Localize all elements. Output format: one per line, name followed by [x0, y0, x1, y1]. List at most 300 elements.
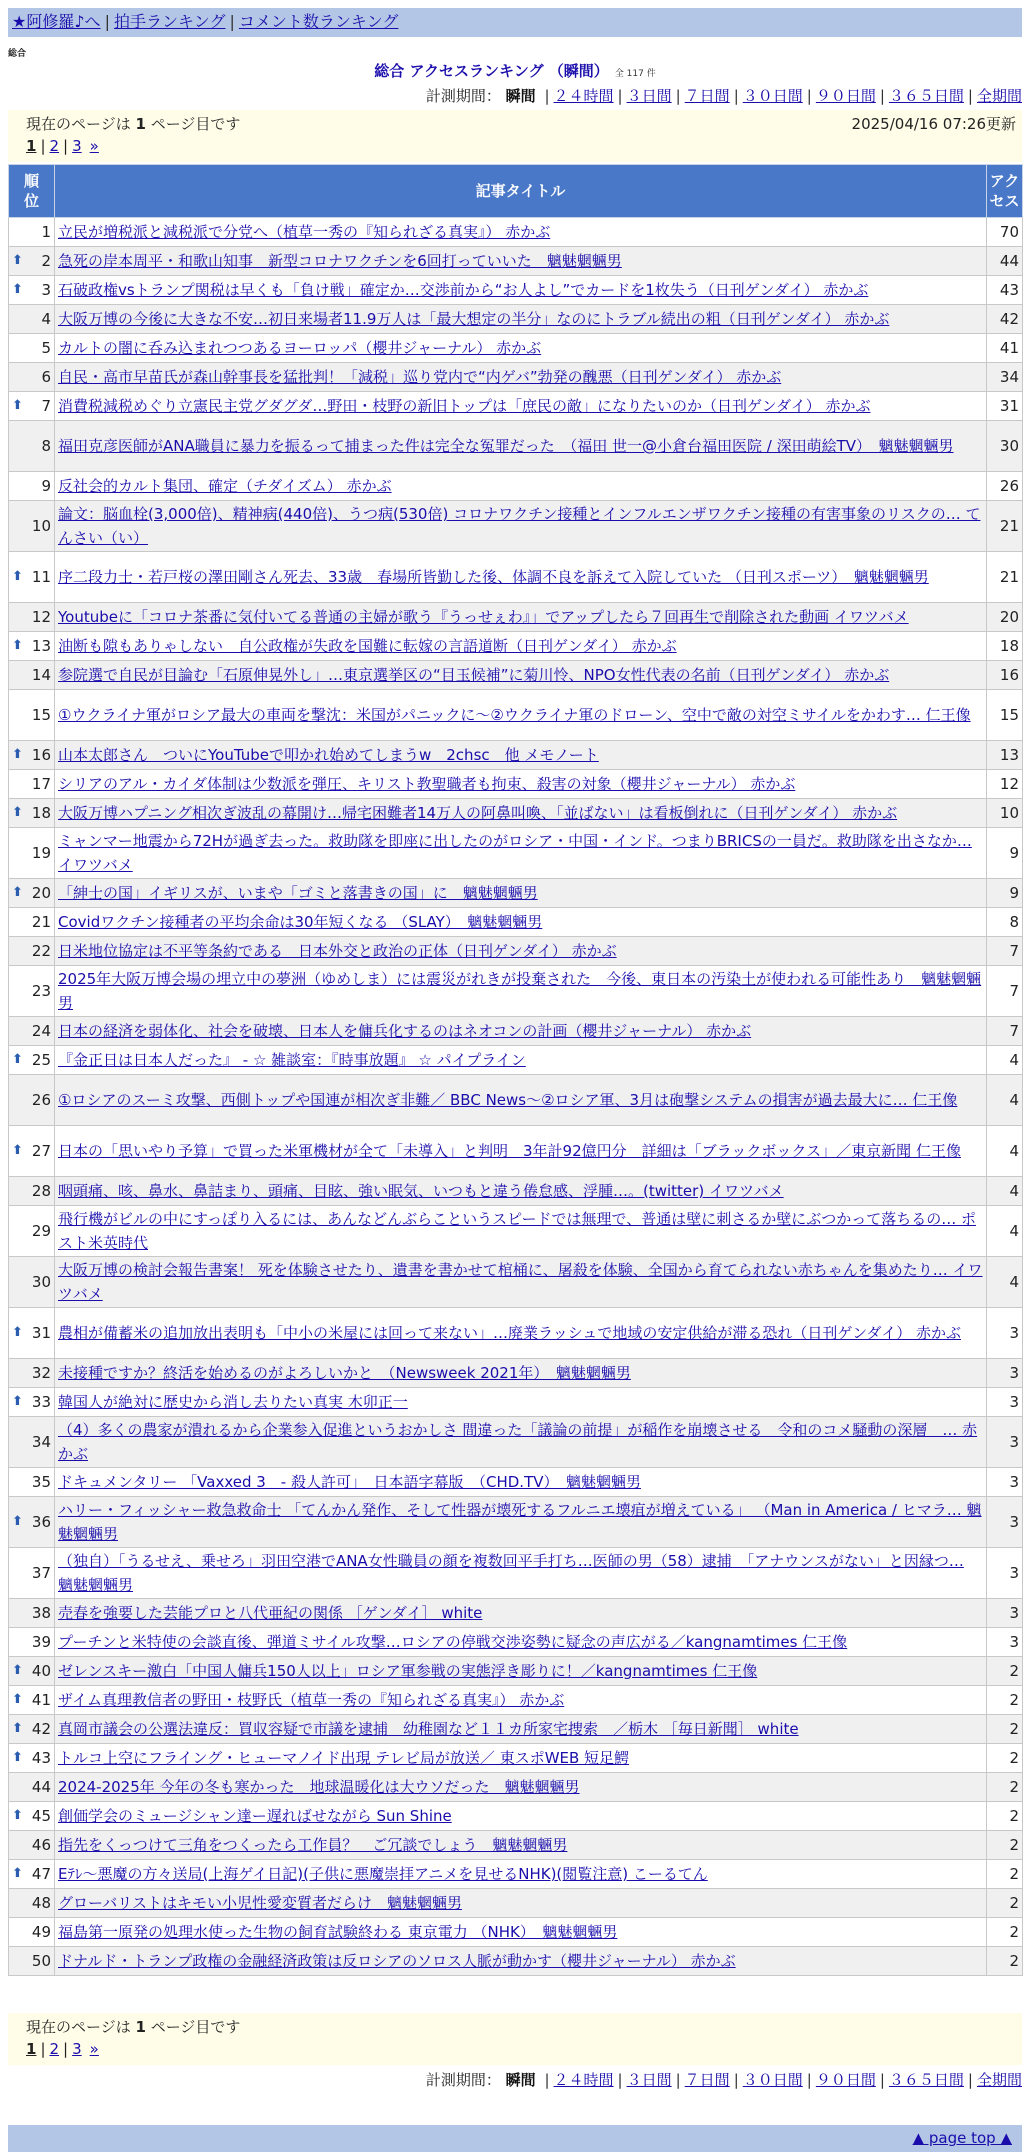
access-count: 12 — [987, 770, 1023, 799]
article-link[interactable]: 日本の経済を弱体化、社会を破壊、日本人を傭兵化するのはネオコンの計画（櫻井ジャーナル） 赤かぶ — [58, 1022, 752, 1040]
period-link-2[interactable]: ７日間 — [684, 87, 730, 105]
rank-up-arrow-icon: ⬆ — [12, 1808, 23, 1823]
access-count: 4 — [987, 1177, 1023, 1206]
title-cell — [55, 501, 987, 552]
table-row — [9, 966, 1023, 1017]
table-row — [9, 363, 1023, 392]
pager-current: 1 — [26, 137, 37, 155]
article-link[interactable]: ドナルド・トランプ政権の金融経済政策は反ロシアのソロス人脈が動かす（櫻井ジャーナル） 赤かぶ — [58, 1952, 736, 1970]
rank-number: 36 — [31, 1513, 51, 1531]
period-separator: | — [806, 87, 812, 105]
title-cell — [55, 879, 987, 908]
period-separator: | — [733, 2071, 739, 2089]
title-cell — [55, 1831, 987, 1860]
pager-link-3[interactable]: 3 — [72, 137, 82, 155]
rank-cell — [9, 1017, 55, 1046]
article-link[interactable]: Covidワクチン接種者の平均余命は30年短くなる （SLAY） 魑魅魍魎男 — [58, 913, 543, 931]
period-separator: | — [617, 87, 623, 105]
article-link[interactable]: 指先をくっつけて三角をつくったら工作員？ ご冗談でしょう 魑魅魍魎男 — [58, 1836, 568, 1854]
title-cell — [55, 276, 987, 305]
rank-cell — [9, 1497, 55, 1548]
article-link[interactable]: ザイム真理教信者の野田・枝野氏（植草一秀の『知られざる真実』） 赤かぶ — [58, 1691, 565, 1709]
period-link-6[interactable]: 全期間 — [976, 2071, 1022, 2089]
rank-cell — [9, 1417, 55, 1468]
article-link[interactable]: 福田克彦医師がANA職員に暴力を振るって捕まった件は完全な冤罪だった （福田 世一@小倉台福田医院 / 深田萌絵TV） 魑魅魍魎男 — [58, 437, 954, 455]
period-current: 瞬間 — [505, 87, 536, 105]
article-link[interactable]: 飛行機がビルの中にすっぽり入るには、あんなどんぶらこというスピードでは無理で、普通は壁に刺さるか壁にぶつかって落ちるの… ポスト米英時代 — [58, 1210, 976, 1252]
access-count: 3 — [987, 1468, 1023, 1497]
title-cell — [55, 908, 987, 937]
article-link[interactable]: 『金正日は日本人だった』 - ☆ 雑談室：『時事放題』 ☆ パイプライン — [58, 1051, 526, 1069]
rank-number: 1 — [41, 223, 51, 241]
access-count: 13 — [987, 741, 1023, 770]
rank-cell — [9, 632, 55, 661]
rank-number: 49 — [31, 1923, 51, 1941]
access-count: 4 — [987, 1046, 1023, 1075]
article-link[interactable]: （独自）「うるせえ、乗せろ」羽田空港でANA女性職員の顔を複数回平手打ち…医師の男（58）逮捕 「アナウンスがない」と因縁つ… 魑魅魍魎男 — [58, 1552, 964, 1594]
access-count: 2 — [987, 1918, 1023, 1947]
rank-number: 3 — [41, 281, 51, 299]
access-count: 3 — [987, 1308, 1023, 1359]
period-link-0[interactable]: ２４時間 — [553, 2071, 614, 2089]
article-link[interactable]: 咽頭痛、咳、鼻水、鼻詰まり、頭痛、目眩、強い眠気、いつもと違う倦怠感、浮腫…。(twitter) イワツバメ — [58, 1182, 784, 1200]
title-cell — [55, 1715, 987, 1744]
rank-cell — [9, 1715, 55, 1744]
rank-up-arrow-icon: ⬆ — [12, 1052, 23, 1067]
comment-ranking-link[interactable]: コメント数ランキング — [238, 12, 399, 31]
rank-number: 22 — [31, 942, 51, 960]
pagination-top — [26, 135, 1004, 157]
rank-cell — [9, 1802, 55, 1831]
title-cell — [55, 247, 987, 276]
rank-cell — [9, 741, 55, 770]
title-cell — [55, 937, 987, 966]
article-link[interactable]: 真岡市議会の公選法違反：買収容疑で市議を逮捕 幼稚園など１１カ所家宅捜索 ／栃木 ［毎日新聞］ white — [58, 1720, 799, 1738]
article-link[interactable]: 急死の岸本周平・和歌山知事 新型コロナワクチンを6回打っていいた 魑魅魍魎男 — [58, 252, 622, 270]
access-count: 3 — [987, 1359, 1023, 1388]
rank-cell — [9, 1744, 55, 1773]
rank-number: 30 — [31, 1273, 51, 1291]
table-row — [9, 305, 1023, 334]
table-row — [9, 908, 1023, 937]
table-row — [9, 1860, 1023, 1889]
table-row — [9, 603, 1023, 632]
table-row — [9, 1802, 1023, 1831]
pager-link-2[interactable]: 2 — [49, 2040, 60, 2058]
rank-number: 33 — [31, 1393, 51, 1411]
period-selector-bottom — [426, 2070, 1022, 2090]
article-link[interactable]: 序二段力士・若戸桜の澤田剛さん死去、33歳 春場所皆勤した後、体調不良を訴えて入院していた （日刊スポーツ） 魑魅魍魎男 — [58, 568, 929, 586]
period-link-1[interactable]: ３日間 — [626, 2071, 672, 2089]
table-row — [9, 1417, 1023, 1468]
table-row — [9, 1497, 1023, 1548]
pager-next[interactable]: » — [89, 2040, 99, 2058]
rank-up-arrow-icon: ⬆ — [12, 1692, 23, 1707]
title-cell — [55, 1359, 987, 1388]
clap-ranking-link[interactable]: 拍手ランキング — [113, 12, 226, 31]
article-link[interactable]: 日本の「思いやり予算」で買った米軍機材が全て「未導入」と判明 3年計92億円分 詳細は「ブラックボックス」／東京新聞 仁王像 — [58, 1142, 961, 1160]
period-link-3[interactable]: ３０日間 — [742, 2071, 803, 2089]
access-count: 3 — [987, 1388, 1023, 1417]
pager-link-2[interactable]: 2 — [49, 137, 60, 155]
rank-cell — [9, 799, 55, 828]
access-count: 21 — [987, 501, 1023, 552]
rank-up-arrow-icon: ⬆ — [12, 885, 23, 900]
title-cell — [55, 1497, 987, 1548]
ranking-table — [8, 164, 1023, 1976]
access-count: 26 — [987, 472, 1023, 501]
period-separator: | — [544, 2071, 550, 2089]
period-label: 計測期間： — [425, 2071, 501, 2089]
rank-cell — [9, 937, 55, 966]
rank-number: 29 — [31, 1222, 51, 1240]
article-link[interactable]: 大阪万博の今後に大きな不安…初日来場者11.9万人は「最大想定の半分」なのにトラブル続出の粗（日刊ゲンダイ） 赤かぶ — [58, 310, 890, 328]
pager-link-3[interactable]: 3 — [72, 2040, 82, 2058]
title-cell — [55, 770, 987, 799]
page-title-text: 総合 アクセスランキング （瞬間） — [374, 62, 609, 80]
period-link-4[interactable]: ９０日間 — [815, 87, 876, 105]
access-count: 2 — [987, 1831, 1023, 1860]
pager-separator: | — [40, 137, 46, 155]
access-count: 4 — [987, 1206, 1023, 1257]
access-count: 7 — [987, 966, 1023, 1017]
rank-number: 39 — [31, 1633, 51, 1651]
access-count: 7 — [987, 1017, 1023, 1046]
header-count: アクセス — [987, 165, 1023, 218]
article-link[interactable]: 農相が備蓄米の追加放出表明も「中小の米屋には回って来ない」…廃業ラッシュで地域の安定供給が滞る恐れ（日刊ゲンダイ） 赤かぶ — [58, 1324, 961, 1342]
article-link[interactable]: 「紳士の国」イギリスが、いまや「ゴミと落書きの国」に 魑魅魍魎男 — [58, 884, 538, 902]
rank-number: 35 — [31, 1473, 51, 1491]
article-link[interactable]: 論文：脳血栓(3,000倍)、精神病(440倍)、うつ病(530倍) コロナワクチン接種とインフルエンザワクチン接種の有害事象のリスクの… てんさい（い） — [58, 505, 981, 547]
rank-cell — [9, 1686, 55, 1715]
access-count: 30 — [987, 421, 1023, 472]
article-link[interactable]: 2024-2025年 今年の冬も寒かった 地球温暖化は大ウソだった 魑魅魍魎男 — [58, 1778, 580, 1796]
access-count: 4 — [987, 1126, 1023, 1177]
title-cell — [55, 1388, 987, 1417]
article-link[interactable]: ドキュメンタリー 「Vaxxed 3 - 殺人許可」 日本語字幕版 （CHD.TV） 魑魅魍魎男 — [58, 1473, 641, 1491]
title-cell — [55, 305, 987, 334]
table-row — [9, 937, 1023, 966]
article-link[interactable]: ハリー・フィッシャー救急救命士 「てんかん発作、そして性器が壊死するフルニエ壊疽が増えている」 （Man in America / ヒマラ… 魑魅魍魎男 — [58, 1501, 982, 1543]
table-row — [9, 552, 1023, 603]
table-header-row — [9, 165, 1023, 218]
rank-cell — [9, 305, 55, 334]
access-count: 3 — [987, 1417, 1023, 1468]
updated-timestamp: 2025/04/16 07:26更新 — [851, 115, 1016, 133]
access-count: 18 — [987, 632, 1023, 661]
rank-number: 26 — [31, 1091, 51, 1109]
breadcrumb: 総合 — [8, 49, 27, 59]
article-link[interactable]: 山本太郎さん ついにYouTubeで叩かれ始めてしまうw 2chsc 他 メモノート — [58, 746, 599, 764]
rank-number: 17 — [31, 775, 51, 793]
table-row — [9, 276, 1023, 305]
title-cell — [55, 1257, 987, 1308]
title-cell — [55, 472, 987, 501]
rank-number: 41 — [31, 1691, 51, 1709]
period-link-0[interactable]: ２４時間 — [553, 87, 614, 105]
rank-number: 8 — [41, 437, 51, 455]
article-link[interactable]: シリアのアル・カイダ体制は少数派を弾圧、キリスト教聖職者も拘束、殺害の対象（櫻井ジャーナル） 赤かぶ — [58, 775, 796, 793]
table-row — [9, 690, 1023, 741]
article-link[interactable]: ゼレンスキー激白「中国人傭兵150人以上」ロシア軍参戦の実態浮き彫りに！／kangnamtimes 仁王像 — [58, 1662, 758, 1680]
rank-number: 47 — [31, 1865, 51, 1883]
rank-cell — [9, 392, 55, 421]
period-link-5[interactable]: ３６５日間 — [888, 2071, 964, 2089]
article-link[interactable]: 売春を強要した芸能プロと八代亜紀の関係 ［ゲンダイ］ white — [58, 1604, 483, 1622]
title-cell — [55, 1918, 987, 1947]
rank-cell — [9, 501, 55, 552]
rank-number: 31 — [31, 1324, 51, 1342]
period-separator: | — [806, 2071, 812, 2089]
rank-up-arrow-icon: ⬆ — [12, 282, 23, 297]
article-link[interactable]: 大阪万博ハプニング相次ぎ波乱の幕開け…帰宅困難者14万人の阿鼻叫喚、「並ばない」は看板倒れに（日刊ゲンダイ） 赤かぶ — [58, 804, 898, 822]
article-link[interactable]: （4）多くの農家が潰れるから企業参入促進というおかしさ 間違った「議論の前提」が稲作を崩壊させる 令和のコメ騒動の深層 … 赤かぶ — [58, 1421, 978, 1463]
title-cell — [55, 1889, 987, 1918]
table-row — [9, 1075, 1023, 1126]
table-row — [9, 1628, 1023, 1657]
rank-number: 23 — [31, 982, 51, 1000]
article-link[interactable]: 日米地位協定は不平等条約である 日本外交と政治の正体（日刊ゲンダイ） 赤かぶ — [58, 942, 617, 960]
nav-separator: | — [104, 12, 110, 31]
table-row — [9, 472, 1023, 501]
period-link-1[interactable]: ３日間 — [626, 87, 672, 105]
page-info-number: 1 — [135, 115, 146, 133]
access-count: 10 — [987, 799, 1023, 828]
title-cell — [55, 421, 987, 472]
access-count: 42 — [987, 305, 1023, 334]
period-current: 瞬間 — [505, 2071, 536, 2089]
rank-cell — [9, 661, 55, 690]
article-link[interactable]: 自民・高市早苗氏が森山幹事長を猛批判！「減税」巡り党内で“内ゲバ”勃発の醜悪（日刊ゲンダイ） 赤かぶ — [58, 368, 782, 386]
title-cell — [55, 1744, 987, 1773]
rank-cell — [9, 1831, 55, 1860]
table-row — [9, 879, 1023, 908]
period-separator: | — [879, 87, 885, 105]
page-top-link[interactable]: ▲ page top ▲ — [912, 2129, 1012, 2147]
access-count: 4 — [987, 1075, 1023, 1126]
article-link[interactable]: グローバリストはキモい小児性愛変質者だらけ 魑魅魍魎男 — [58, 1894, 462, 1912]
access-count: 2 — [987, 1947, 1023, 1976]
rank-cell — [9, 1126, 55, 1177]
table-row — [9, 799, 1023, 828]
title-cell — [55, 218, 987, 247]
table-row — [9, 1206, 1023, 1257]
table-row — [9, 1177, 1023, 1206]
rank-cell — [9, 1177, 55, 1206]
rank-up-arrow-icon: ⬆ — [12, 1143, 23, 1158]
rank-up-arrow-icon: ⬆ — [12, 253, 23, 268]
rank-number: 27 — [31, 1142, 51, 1160]
page-title — [0, 60, 1030, 81]
table-row — [9, 1388, 1023, 1417]
pagination-bottom — [26, 2038, 1004, 2060]
rank-up-arrow-icon: ⬆ — [12, 1514, 23, 1529]
table-row — [9, 1918, 1023, 1947]
title-cell — [55, 966, 987, 1017]
table-row — [9, 218, 1023, 247]
period-link-6[interactable]: 全期間 — [976, 87, 1022, 105]
rank-cell — [9, 770, 55, 799]
table-row — [9, 632, 1023, 661]
table-row — [9, 770, 1023, 799]
rank-cell — [9, 1657, 55, 1686]
rank-cell — [9, 966, 55, 1017]
article-link[interactable]: 石破政権vsトランプ関税は早くも「負け戦」確定か…交渉前から“お人よし”でカードを1枚失う（日刊ゲンダイ） 赤かぶ — [58, 281, 869, 299]
access-count: 7 — [987, 937, 1023, 966]
rank-number: 24 — [31, 1022, 51, 1040]
pager-current: 1 — [26, 2040, 37, 2058]
access-count: 31 — [987, 392, 1023, 421]
rank-up-arrow-icon: ⬆ — [12, 638, 23, 653]
rank-number: 42 — [31, 1720, 51, 1738]
rank-cell — [9, 1206, 55, 1257]
rank-number: 2 — [41, 252, 51, 270]
table-row — [9, 661, 1023, 690]
rank-cell — [9, 1889, 55, 1918]
access-count: 2 — [987, 1686, 1023, 1715]
rank-cell — [9, 908, 55, 937]
table-row — [9, 1889, 1023, 1918]
rank-number: 45 — [31, 1807, 51, 1825]
article-link[interactable]: 韓国人が絶対に歴史から消し去りたい真実 木卯正一 — [58, 1393, 408, 1411]
rank-cell — [9, 1359, 55, 1388]
period-link-2[interactable]: ７日間 — [684, 2071, 730, 2089]
title-cell — [55, 799, 987, 828]
article-link[interactable]: 2025年大阪万博会場の埋立中の夢洲（ゆめしま）には震災がれきが投棄された 今後、東日本の汚染土が使われる可能性あり 魑魅魍魎男 — [58, 970, 982, 1012]
article-link[interactable]: プーチンと米特使の会談直後、弾道ミサイル攻撃…ロシアの停戦交渉姿勢に疑念の声広がる／kangnamtimes 仁王像 — [58, 1633, 848, 1651]
rank-number: 14 — [31, 666, 51, 684]
article-link[interactable]: 油断も隙もありゃしない 自公政権が失政を国難に転嫁の言語道断（日刊ゲンダイ） 赤かぶ — [58, 637, 677, 655]
total-count: 全 117 件 — [614, 69, 656, 79]
page-info-prefix: 現在のページは — [26, 115, 131, 133]
period-link-4[interactable]: ９０日間 — [815, 2071, 876, 2089]
article-link[interactable]: 参院選で自民が目論む「石原伸晃外し」…東京選挙区の“目玉候補”に菊川怜、NPO女性代表の名前（日刊ゲンダイ） 赤かぶ — [58, 666, 890, 684]
rank-up-arrow-icon: ⬆ — [12, 1325, 23, 1340]
rank-cell — [9, 1257, 55, 1308]
table-row — [9, 334, 1023, 363]
table-row — [9, 828, 1023, 879]
title-cell — [55, 1017, 987, 1046]
home-link[interactable]: ★阿修羅♪へ — [12, 12, 101, 31]
rank-number: 50 — [31, 1952, 51, 1970]
access-count: 2 — [987, 1657, 1023, 1686]
title-cell — [55, 1126, 987, 1177]
rank-number: 20 — [31, 884, 51, 902]
title-cell — [55, 1206, 987, 1257]
rank-up-arrow-icon: ⬆ — [12, 1394, 23, 1409]
title-cell — [55, 1628, 987, 1657]
rank-cell — [9, 603, 55, 632]
rank-number: 25 — [31, 1051, 51, 1069]
rank-up-arrow-icon: ⬆ — [12, 398, 23, 413]
article-link[interactable]: 大阪万博の検討会報告書案！ 死を体験させたり、遺書を書かせて棺桶に、屠殺を体験、全国から育てられない赤ちゃんを集めたり… イワツバメ — [58, 1261, 983, 1303]
title-cell — [55, 690, 987, 741]
period-separator: | — [675, 87, 681, 105]
page-info-top — [8, 110, 1022, 162]
table-row — [9, 1468, 1023, 1497]
article-link[interactable]: 未接種ですか？終活を始めるのがよろしいかと （Newsweek 2021年） 魑魅魍魎男 — [58, 1364, 631, 1382]
title-cell — [55, 828, 987, 879]
article-link[interactable]: Youtubeに「コロナ茶番に気付いてる普通の主婦が歌う『うっせぇわ』」でアップしたら７回再生で削除された動画 イワツバメ — [58, 608, 909, 626]
period-link-3[interactable]: ３０日間 — [742, 87, 803, 105]
nav-separator: | — [229, 12, 235, 31]
title-cell — [55, 603, 987, 632]
rank-number: 34 — [31, 1433, 51, 1451]
access-count: 9 — [987, 879, 1023, 908]
ranking-table-body — [9, 218, 1023, 1976]
title-cell — [55, 1177, 987, 1206]
rank-number: 38 — [31, 1604, 51, 1622]
article-link[interactable]: ①ロシアのスーミ攻撃、西側トップや国連が相次ぎ非難／ BBC News～②ロシア軍、3月は砲撃システムの損害が過去最大に… 仁王像 — [58, 1091, 958, 1109]
rank-cell — [9, 1046, 55, 1075]
access-count: 3 — [987, 1548, 1023, 1599]
rank-number: 46 — [31, 1836, 51, 1854]
rank-up-arrow-icon: ⬆ — [12, 1750, 23, 1765]
table-row — [9, 1686, 1023, 1715]
access-count: 8 — [987, 908, 1023, 937]
table-row — [9, 392, 1023, 421]
title-cell — [55, 363, 987, 392]
article-link[interactable]: Eﾃﾚ～悪魔の方々送局(上海ゲイ日記)(子供に悪魔崇拝アニメを見せるNHK)(閲覧注意) こーるてん — [58, 1865, 708, 1883]
access-count: 3 — [987, 1628, 1023, 1657]
title-cell — [55, 334, 987, 363]
rank-number: 37 — [31, 1564, 51, 1582]
title-cell — [55, 1657, 987, 1686]
title-cell — [55, 1548, 987, 1599]
pager-next[interactable]: » — [89, 137, 99, 155]
access-count: 2 — [987, 1860, 1023, 1889]
access-count: 9 — [987, 828, 1023, 879]
article-link[interactable]: 立民が増税派と減税派で分党へ（植草一秀の『知られざる真実』） 赤かぶ — [58, 223, 551, 241]
table-row — [9, 1017, 1023, 1046]
rank-number: 5 — [41, 339, 51, 357]
period-separator: | — [967, 87, 973, 105]
article-link[interactable]: カルトの闇に呑み込まれつつあるヨーロッパ（櫻井ジャーナル） 赤かぶ — [58, 339, 542, 357]
title-cell — [55, 661, 987, 690]
article-link[interactable]: 創価学会のミュージシャン達ー遅ればせながら Sun Shine — [58, 1807, 452, 1825]
rank-up-arrow-icon: ⬆ — [12, 1866, 23, 1881]
article-link[interactable]: ミャンマー地震から72Hが過ぎ去った。救助隊を即座に出したのがロシア・中国・インド。つまりBRICSの一員だ。救助隊を出さなか… イワツバメ — [58, 832, 972, 874]
access-count: 34 — [987, 363, 1023, 392]
rank-cell — [9, 1388, 55, 1417]
access-count: 21 — [987, 552, 1023, 603]
table-row — [9, 1359, 1023, 1388]
article-link[interactable]: トルコ上空にフライング・ヒューマノイド出現 テレビ局が放送／ 東スポWEB 短足鰐 — [58, 1749, 630, 1767]
rank-number: 32 — [31, 1364, 51, 1382]
title-cell — [55, 1046, 987, 1075]
rank-number: 19 — [31, 844, 51, 862]
rank-number: 13 — [31, 637, 51, 655]
rank-number: 15 — [31, 706, 51, 724]
rank-up-arrow-icon: ⬆ — [12, 1721, 23, 1736]
top-nav-bar — [8, 8, 1022, 37]
title-cell — [55, 1860, 987, 1889]
article-link[interactable]: 福島第一原発の処理水使った生物の飼育試験終わる 東京電力 （NHK） 魑魅魍魎男 — [58, 1923, 618, 1941]
period-selector-top — [426, 86, 1022, 106]
period-separator: | — [675, 2071, 681, 2089]
table-row — [9, 1744, 1023, 1773]
table-row — [9, 421, 1023, 472]
article-link[interactable]: 消費税減税めぐり立憲民主党グダグダ…野田・枝野の新旧トップは「庶民の敵」になりたいのか（日刊ゲンダイ） 赤かぶ — [58, 397, 871, 415]
article-link[interactable]: 反社会的カルト集団、確定（チダイズム） 赤かぶ — [58, 477, 392, 495]
period-link-5[interactable]: ３６５日間 — [888, 87, 964, 105]
title-cell — [55, 1417, 987, 1468]
period-links — [540, 87, 1022, 105]
page-info-number: 1 — [135, 2018, 146, 2036]
access-count: 3 — [987, 1599, 1023, 1628]
article-link[interactable]: ①ウクライナ軍がロシア最大の車両を撃沈：米国がパニックに～②ウクライナ軍のドローン、空中で敵の対空ミサイルをかわす… 仁王像 — [58, 706, 971, 724]
period-links — [540, 2071, 1022, 2089]
